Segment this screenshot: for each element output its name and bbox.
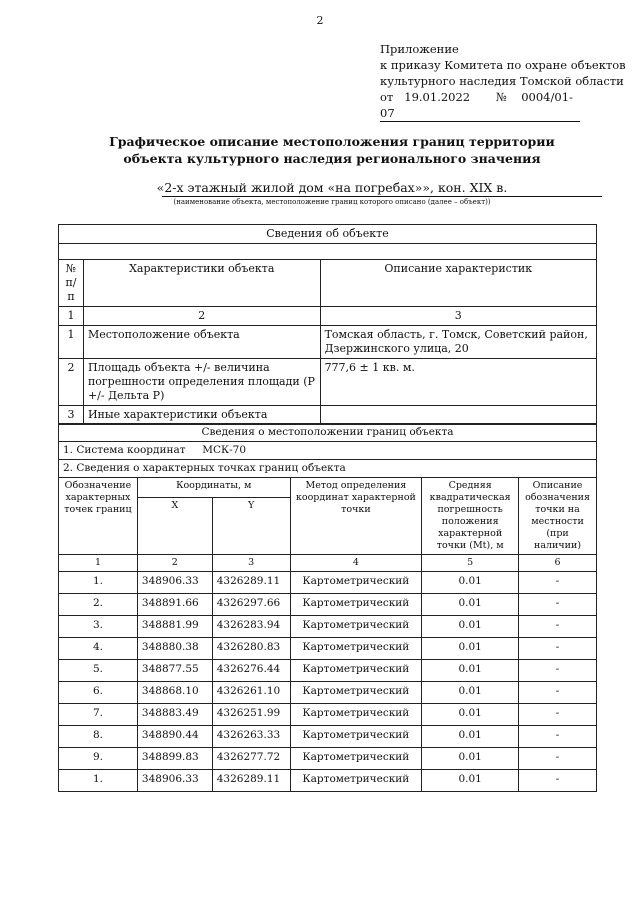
point-err-cell: 0.01 [422,682,519,704]
point-pt-cell: 4. [59,638,138,660]
point-y-cell: 4326251.99 [212,704,290,726]
info-colnum: 1 [59,307,84,326]
point-err-cell: 0.01 [422,726,519,748]
point-err-cell: 0.01 [422,638,519,660]
point-x-cell: 348890.44 [137,726,212,748]
point-x-cell: 348881.99 [137,616,212,638]
point-method-cell: Картометрический [290,616,422,638]
object-info-table [58,224,597,425]
from-label: от [380,90,394,104]
point-method-cell: Картометрический [290,594,422,616]
appendix-line-1: Приложение [380,42,459,56]
point-err-cell: 0.01 [422,704,519,726]
point-pt-cell: 6. [59,682,138,704]
boundary-colnum: 5 [422,555,519,572]
point-pt-cell: 5. [59,660,138,682]
page-number: 2 [316,14,324,27]
point-desc-cell: - [519,770,597,792]
info-row-num: 2 [59,359,84,406]
order-number: 0004/01-07 [380,90,573,120]
boundary-point-row [59,748,597,770]
title-line-1: Графическое описание местоположения границ территории [109,134,555,149]
point-pt-cell: 1. [59,572,138,594]
point-err-cell: 0.01 [422,748,519,770]
boundary-point-row [59,594,597,616]
header-description: Описание обозначения точки на местности (при наличии) [519,478,597,555]
point-desc-cell: - [519,682,597,704]
point-method-cell: Картометрический [290,748,422,770]
point-x-cell: 348880.38 [137,638,212,660]
boundary-point-row [59,682,597,704]
point-y-cell: 4326280.83 [212,638,290,660]
object-name: «2-х этажный жилой дом «на погребах»», кон. XIX в. [156,180,508,195]
point-y-cell: 4326263.33 [212,726,290,748]
boundary-section-title: Сведения о местоположении границ объекта [59,424,597,442]
info-header-num: № п/п [59,260,84,307]
boundary-point-row [59,616,597,638]
point-desc-cell: - [519,594,597,616]
point-pt-cell: 2. [59,594,138,616]
point-y-cell: 4326289.11 [212,572,290,594]
point-desc-cell: - [519,748,597,770]
point-pt-cell: 8. [59,726,138,748]
boundary-point-row [59,770,597,792]
points-label: 2. Сведения о характерных точках границ объекта [59,460,597,478]
point-y-cell: 4326297.66 [212,594,290,616]
info-spacer-row [59,244,597,260]
info-row-char: Местоположение объекта [83,326,320,359]
info-row-desc: 777,6 ± 1 кв. м. [320,359,596,406]
point-desc-cell: - [519,616,597,638]
title-line-2: объекта культурного наследия регионального значения [123,151,541,166]
point-err-cell: 0.01 [422,770,519,792]
point-err-cell: 0.01 [422,572,519,594]
info-header-char: Характеристики объекта [83,260,320,307]
point-pt-cell: 7. [59,704,138,726]
header-y: Y [212,498,290,555]
object-name-note: (наименование объекта, местоположение границ которого описано (далее – объект)) [173,198,491,206]
point-y-cell: 4326261.10 [212,682,290,704]
boundary-colnum: 1 [59,555,138,572]
coord-system-label: 1. Система координат [63,444,186,456]
boundary-colnum: 3 [212,555,290,572]
point-method-cell: Картометрический [290,770,422,792]
point-desc-cell: - [519,726,597,748]
appendix-line-3: культурного наследия Томской области [380,74,624,88]
point-x-cell: 348891.66 [137,594,212,616]
boundary-point-row [59,572,597,594]
point-desc-cell: - [519,638,597,660]
point-desc-cell: - [519,704,597,726]
point-x-cell: 348868.10 [137,682,212,704]
point-method-cell: Картометрический [290,726,422,748]
point-pt-cell: 1. [59,770,138,792]
info-row-num: 1 [59,326,84,359]
header-error: Средняя квадратическая погрешность положения характерной точки (Mt), м [422,478,519,555]
info-colnum: 3 [320,307,596,326]
header-x: X [137,498,212,555]
appendix-line-2: к приказу Комитета по охране объектов [380,58,626,72]
header-coords: Координаты, м [137,478,290,498]
point-y-cell: 4326289.11 [212,770,290,792]
point-method-cell: Картометрический [290,660,422,682]
boundary-point-row [59,660,597,682]
header-designation: Обозначение характерных точек границ [59,478,138,555]
boundary-point-row [59,638,597,660]
boundary-colnum: 6 [519,555,597,572]
appendix-date-line [380,89,580,122]
order-date: 19.01.2022 [404,90,471,104]
info-row-char: Площадь объекта +/- величина погрешности определения площади (Р +/- Дельта Р) [83,359,320,406]
boundary-colnum: 2 [137,555,212,572]
point-pt-cell: 9. [59,748,138,770]
boundary-point-row [59,726,597,748]
point-x-cell: 348906.33 [137,572,212,594]
point-desc-cell: - [519,572,597,594]
point-x-cell: 348883.49 [137,704,212,726]
info-section-title: Сведения об объекте [59,225,597,244]
object-name-underline [162,196,602,197]
point-x-cell: 348877.55 [137,660,212,682]
point-x-cell: 348899.83 [137,748,212,770]
point-err-cell: 0.01 [422,660,519,682]
coord-system-value: МСК-70 [202,444,247,456]
point-y-cell: 4326276.44 [212,660,290,682]
point-method-cell: Картометрический [290,682,422,704]
point-method-cell: Картометрический [290,638,422,660]
info-header-desc: Описание характеристик [320,260,596,307]
point-method-cell: Картометрический [290,572,422,594]
point-err-cell: 0.01 [422,616,519,638]
appendix-header [380,41,626,122]
point-y-cell: 4326277.72 [212,748,290,770]
boundary-colnum: 4 [290,555,422,572]
info-row-num: 3 [59,406,84,425]
info-row-desc [320,406,596,425]
point-y-cell: 4326283.94 [212,616,290,638]
info-row-desc: Томская область, г. Томск, Советский район, Дзержинского улица, 20 [320,326,596,359]
point-err-cell: 0.01 [422,594,519,616]
point-x-cell: 348906.33 [137,770,212,792]
info-colnum: 2 [83,307,320,326]
info-row-char: Иные характеристики объекта [83,406,320,425]
point-desc-cell: - [519,660,597,682]
coord-system-row [59,442,597,460]
header-method: Метод определения координат характерной точки [290,478,422,555]
boundary-point-row [59,704,597,726]
document-title [0,133,640,167]
boundary-table [58,423,597,792]
number-label: № [495,90,507,104]
point-method-cell: Картометрический [290,704,422,726]
point-pt-cell: 3. [59,616,138,638]
